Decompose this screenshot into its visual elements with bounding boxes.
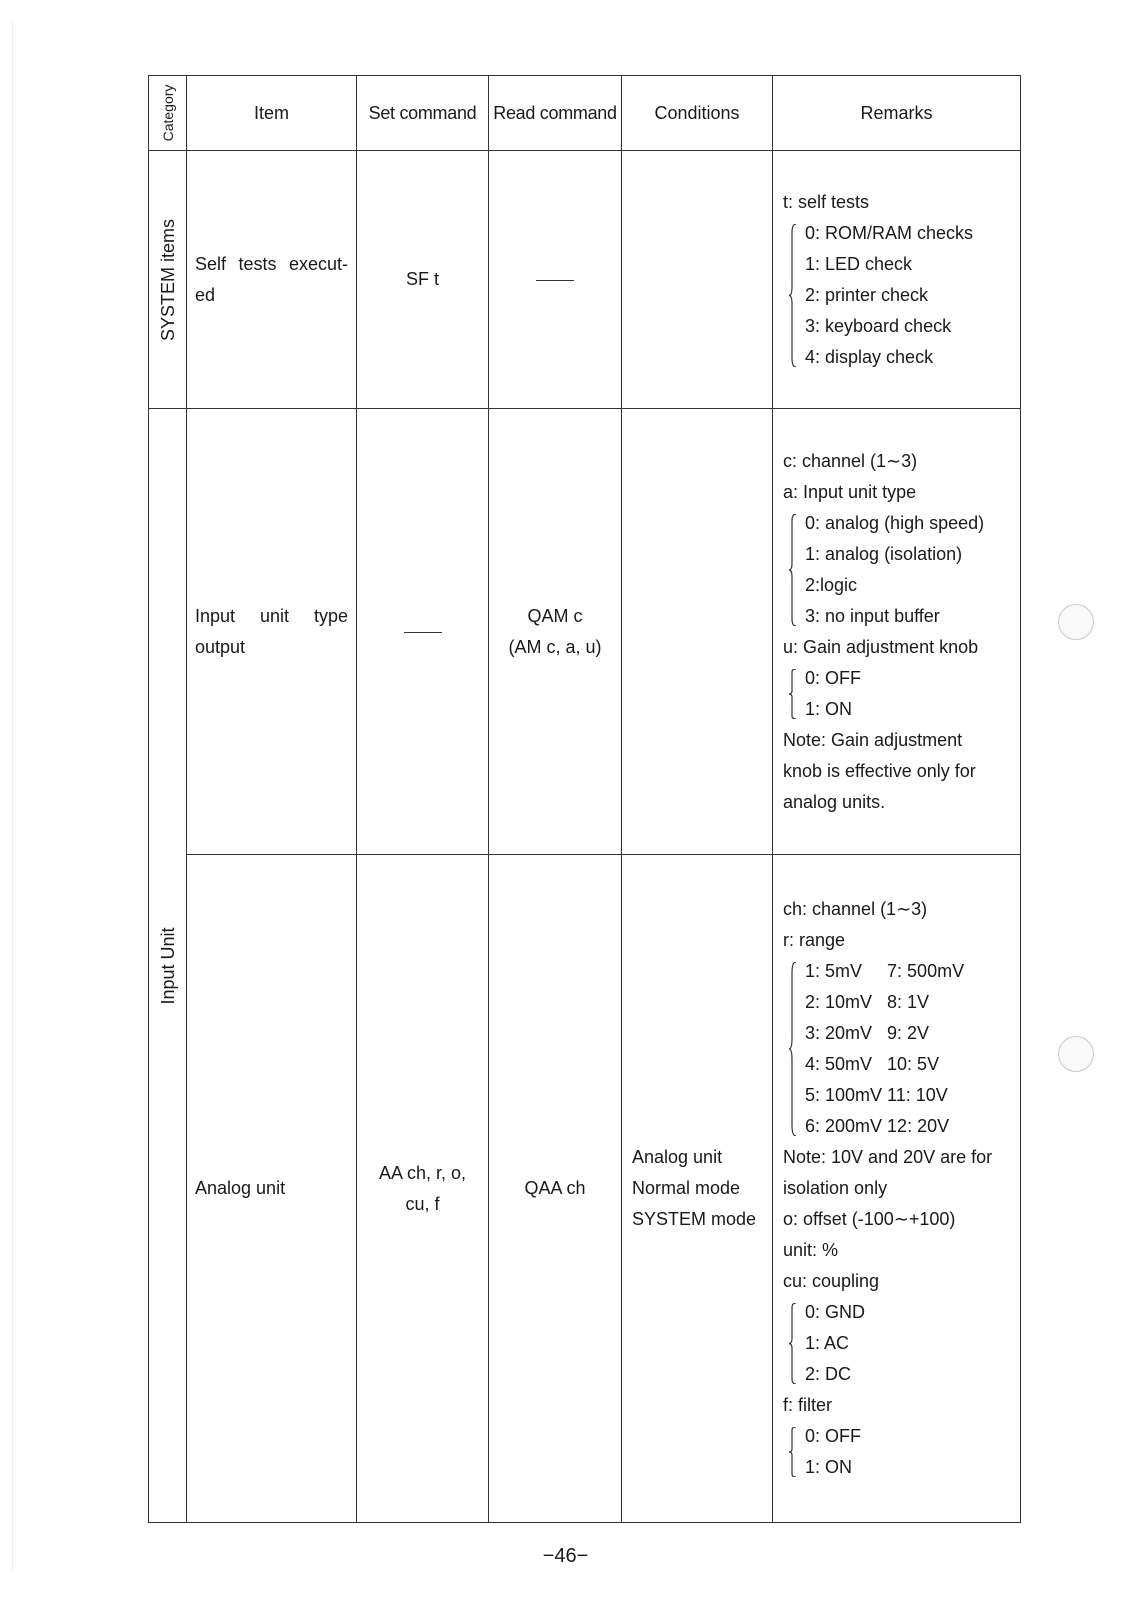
set-command-cell: AA ch, r, o, cu, f [357,855,489,1523]
remarks-cell: ch: channel (1∼3) r: range 1: 5mV 7: 500mV 2: 10mV 8: 1V 3: 20mV 9: 2V 4: 50mV 10: 5V 5: 100mV 11: 10V 6: 200mV 12: 20V Note: 10V and 20V are for isolation only o: offset (-100∼+100) unit: % cu: coupling 0: GND 1: AC 2: DC f: filter 0: OFF 1: ON [773,855,1021,1523]
command-table [148,75,1021,1523]
category-cell-input-unit: Input Unit [149,409,187,1523]
brace-icon [789,962,797,1136]
read-command-header: Read command [489,76,622,151]
page-number: −46− [542,1545,589,1567]
set-command-header: Set command [357,76,489,151]
brace-icon [789,1427,797,1477]
remarks-header: Remarks [773,76,1021,151]
option-group: 0: analog (high speed) 1: analog (isolation) 2:logic 3: no input buffer [783,508,1014,632]
brace-icon [789,224,797,367]
brace-icon [789,669,797,719]
set-command-cell [357,409,489,855]
punch-hole [1058,1036,1094,1072]
read-command-cell [489,151,622,409]
table-row [149,151,1021,409]
category-cell-system: SYSTEM items [149,151,187,409]
brace-icon [789,514,797,626]
category-header: Category [149,76,187,151]
set-command-cell: SF t [357,151,489,409]
dash-mark [536,280,574,281]
brace-icon [789,1303,797,1384]
remarks-cell: t: self tests 0: ROM/RAM checks 1: LED check 2: printer check 3: keyboard check 4: display check [773,151,1021,409]
item-cell: Input unit type output [187,409,357,855]
dash-mark [404,632,442,633]
option-group: 0: OFF 1: ON [783,1421,1014,1483]
item-cell: Analog unit [187,855,357,1523]
option-group: 0: ROM/RAM checks 1: LED check 2: printer check 3: keyboard check 4: display check [783,218,1014,373]
table-row [149,855,1021,1523]
header-row [149,76,1021,151]
read-command-cell: QAM c (AM c, a, u) [489,409,622,855]
remarks-cell: c: channel (1∼3) a: Input unit type 0: analog (high speed) 1: analog (isolation) 2:logic 3: no input buffer u: Gain adjustment knob 0: OFF 1: ON Note: Gain adjustment knob is effective only for analog units. [773,409,1021,855]
option-group: 0: GND 1: AC 2: DC [783,1297,1014,1390]
option-group: 0: OFF 1: ON [783,663,1014,725]
item-cell: Self tests execut-ed [187,151,357,409]
conditions-cell: Analog unit Normal mode SYSTEM mode [622,855,773,1523]
conditions-cell [622,409,773,855]
read-command-cell: QAA ch [489,855,622,1523]
conditions-header: Conditions [622,76,773,151]
table-row [149,409,1021,855]
punch-hole [1058,604,1094,640]
conditions-cell [622,151,773,409]
item-header: Item [187,76,357,151]
option-group: 1: 5mV 7: 500mV 2: 10mV 8: 1V 3: 20mV 9: 2V 4: 50mV 10: 5V 5: 100mV 11: 10V 6: 200mV 12: 20V [783,956,1014,1142]
scan-margin-line [12,20,13,1570]
